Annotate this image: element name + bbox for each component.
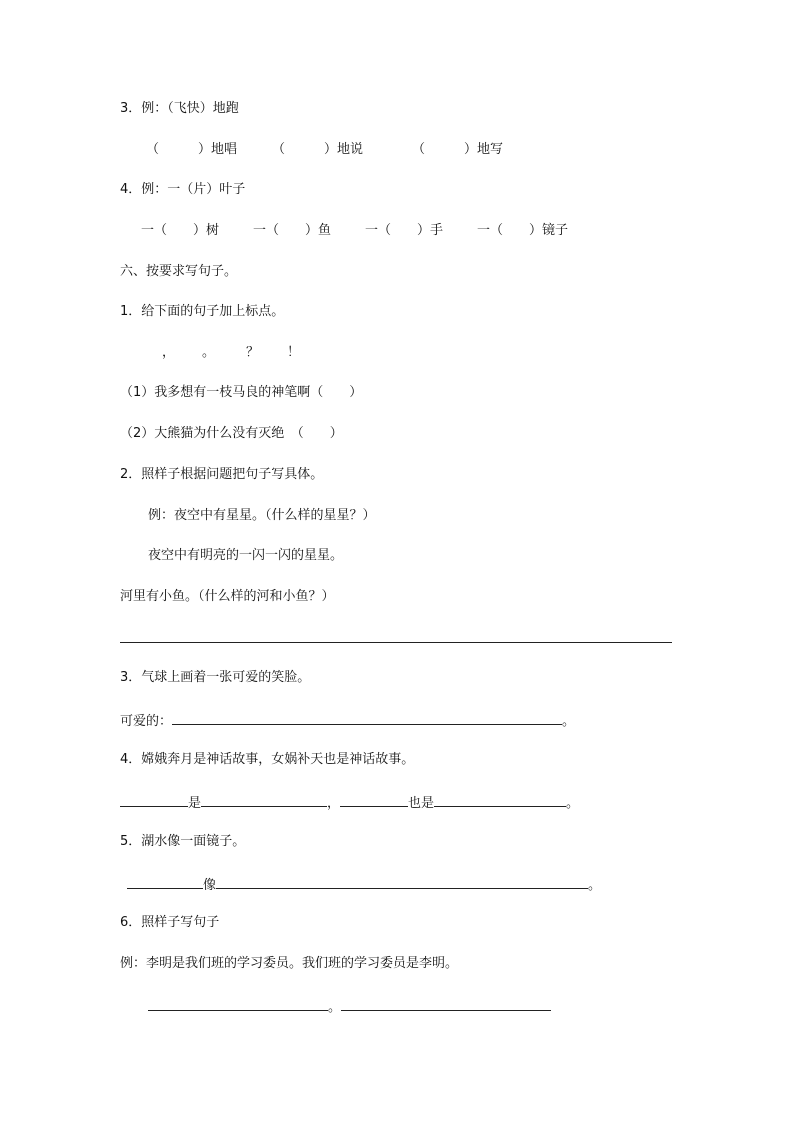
s2-heading: 2．照样子根据问题把句子写具体。 xyxy=(120,467,324,482)
s6-answer-row xyxy=(148,996,551,1017)
s6-blank-2[interactable] xyxy=(341,996,551,1011)
s2-example-answer: 夜空中有明亮的一闪一闪的星星。 xyxy=(148,548,344,563)
s4-blank-3[interactable] xyxy=(340,792,408,807)
s4-word-1: 是 xyxy=(188,796,202,811)
s2-task: 河里有小鱼。（什么样的河和小鱼？） xyxy=(120,589,335,604)
section-title: 六、按要求写句子。 xyxy=(120,264,238,279)
s1-item-2: （2）大熊猫为什么没有灭绝 （ ） xyxy=(120,426,343,441)
punct-mark-comma: ， xyxy=(162,345,176,360)
q4-item-3: 一（ ）手 xyxy=(365,223,444,238)
q4-item-1: 一（ ）树 xyxy=(141,223,220,238)
s3-answer-row xyxy=(120,710,575,731)
s5-word: 像 xyxy=(203,878,217,893)
punct-mark-exclaim: ！ xyxy=(287,345,301,360)
s3-prefix: 可爱的： xyxy=(120,714,173,729)
q4-heading: 4．例：一（片）叶子 xyxy=(120,182,246,197)
s4-suffix: 。 xyxy=(566,796,580,811)
punct-mark-period: 。 xyxy=(202,345,216,360)
s6-blank-1[interactable] xyxy=(148,996,328,1011)
s4-blank-1[interactable] xyxy=(120,792,188,807)
s6-mid: 。 xyxy=(328,1000,342,1015)
s6-heading: 6．照样子写句子 xyxy=(120,915,220,930)
s3-suffix: 。 xyxy=(562,714,576,729)
punct-mark-question: ？ xyxy=(246,345,260,360)
s4-comma: ， xyxy=(327,796,341,811)
s5-suffix: 。 xyxy=(588,878,602,893)
s3-answer-blank[interactable] xyxy=(172,710,562,725)
s5-blank-1[interactable] xyxy=(127,874,203,889)
s5-answer-row xyxy=(127,874,601,895)
s3-heading: 3．气球上画着一张可爱的笑脸。 xyxy=(120,670,311,685)
s4-answer-row xyxy=(120,792,579,813)
s6-example: 例：李明是我们班的学习委员。我们班的学习委员是李明。 xyxy=(120,956,459,971)
q3-item-2: （ ）地说 xyxy=(272,142,364,157)
q3-heading: 3．例：（飞快）地跑 xyxy=(120,101,239,116)
s4-blank-2[interactable] xyxy=(201,792,327,807)
s2-answer-line[interactable] xyxy=(120,642,672,643)
s1-heading: 1．给下面的句子加上标点。 xyxy=(120,304,285,319)
q3-item-3: （ ）地写 xyxy=(412,142,504,157)
s5-heading: 5．湖水像一面镜子。 xyxy=(120,834,246,849)
s1-item-1: （1）我多想有一枝马良的神笔啊（ ） xyxy=(120,385,363,400)
q4-item-2: 一（ ）鱼 xyxy=(253,223,332,238)
s5-blank-2[interactable] xyxy=(216,874,588,889)
s4-blank-4[interactable] xyxy=(434,792,566,807)
q4-item-4: 一（ ）镜子 xyxy=(477,223,569,238)
s2-example: 例：夜空中有星星。（什么样的星星？） xyxy=(148,508,376,523)
s4-heading: 4．嫦娥奔月是神话故事，女娲补天也是神话故事。 xyxy=(120,752,415,767)
q3-item-1: （ ）地唱 xyxy=(146,142,238,157)
s4-word-2: 也是 xyxy=(408,796,435,811)
